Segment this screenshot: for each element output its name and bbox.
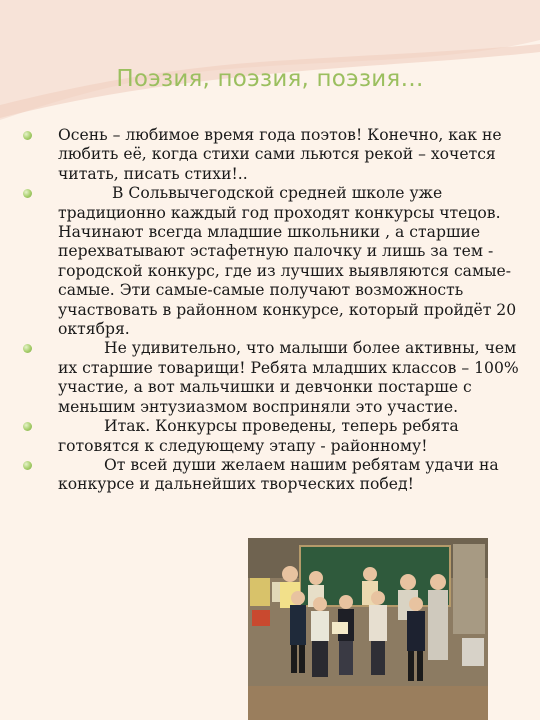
bullet-icon bbox=[23, 422, 32, 431]
list-item-text: Итак. Конкурсы проведены, теперь ребята готовятся к следующему этапу - районному! bbox=[58, 417, 459, 455]
bullet-icon bbox=[23, 131, 32, 140]
list-item-text: В Сольвычегодской средней школе уже традиционно каждый год проходят конкурсы чтецов. Начинают всегда младшие школьники , а старшие перехватывают эстафетную палочку и лишь за тем - городской конкурс, где из лучших выявляются самые-самые. Эти самые-самые получают возможность участвовать в районном конкурсе, который пройдёт 20 октября. bbox=[58, 184, 517, 339]
list-item bbox=[22, 417, 527, 456]
list-item-text: Осень – любимое время года поэтов! Конечно, как не любить её, когда стихи сами льются рекой – хочется читать, писать стихи!.. bbox=[58, 126, 502, 183]
list-item-text: От всей души желаем нашим ребятам удачи на конкурсе и дальнейших творческих побед! bbox=[58, 455, 499, 494]
group-photo bbox=[248, 538, 488, 720]
bullet-icon bbox=[23, 189, 32, 198]
list-item bbox=[22, 339, 527, 417]
list-item bbox=[22, 184, 527, 339]
list-item bbox=[22, 126, 527, 184]
bullet-icon bbox=[23, 461, 32, 470]
page-title: Поэзия, поэзия, поэзия… bbox=[116, 66, 424, 92]
list-item-text: Не удивительно, что малыши более активны, чем их старшие товарищи! Ребята младших классов – 100% участие, а вот мальчишки и девчонки постарше с меньшим энтузиазмом восприняли это участие. bbox=[58, 339, 519, 416]
bullet-icon bbox=[23, 344, 32, 353]
bullet-list bbox=[22, 126, 527, 495]
list-item bbox=[22, 456, 527, 495]
